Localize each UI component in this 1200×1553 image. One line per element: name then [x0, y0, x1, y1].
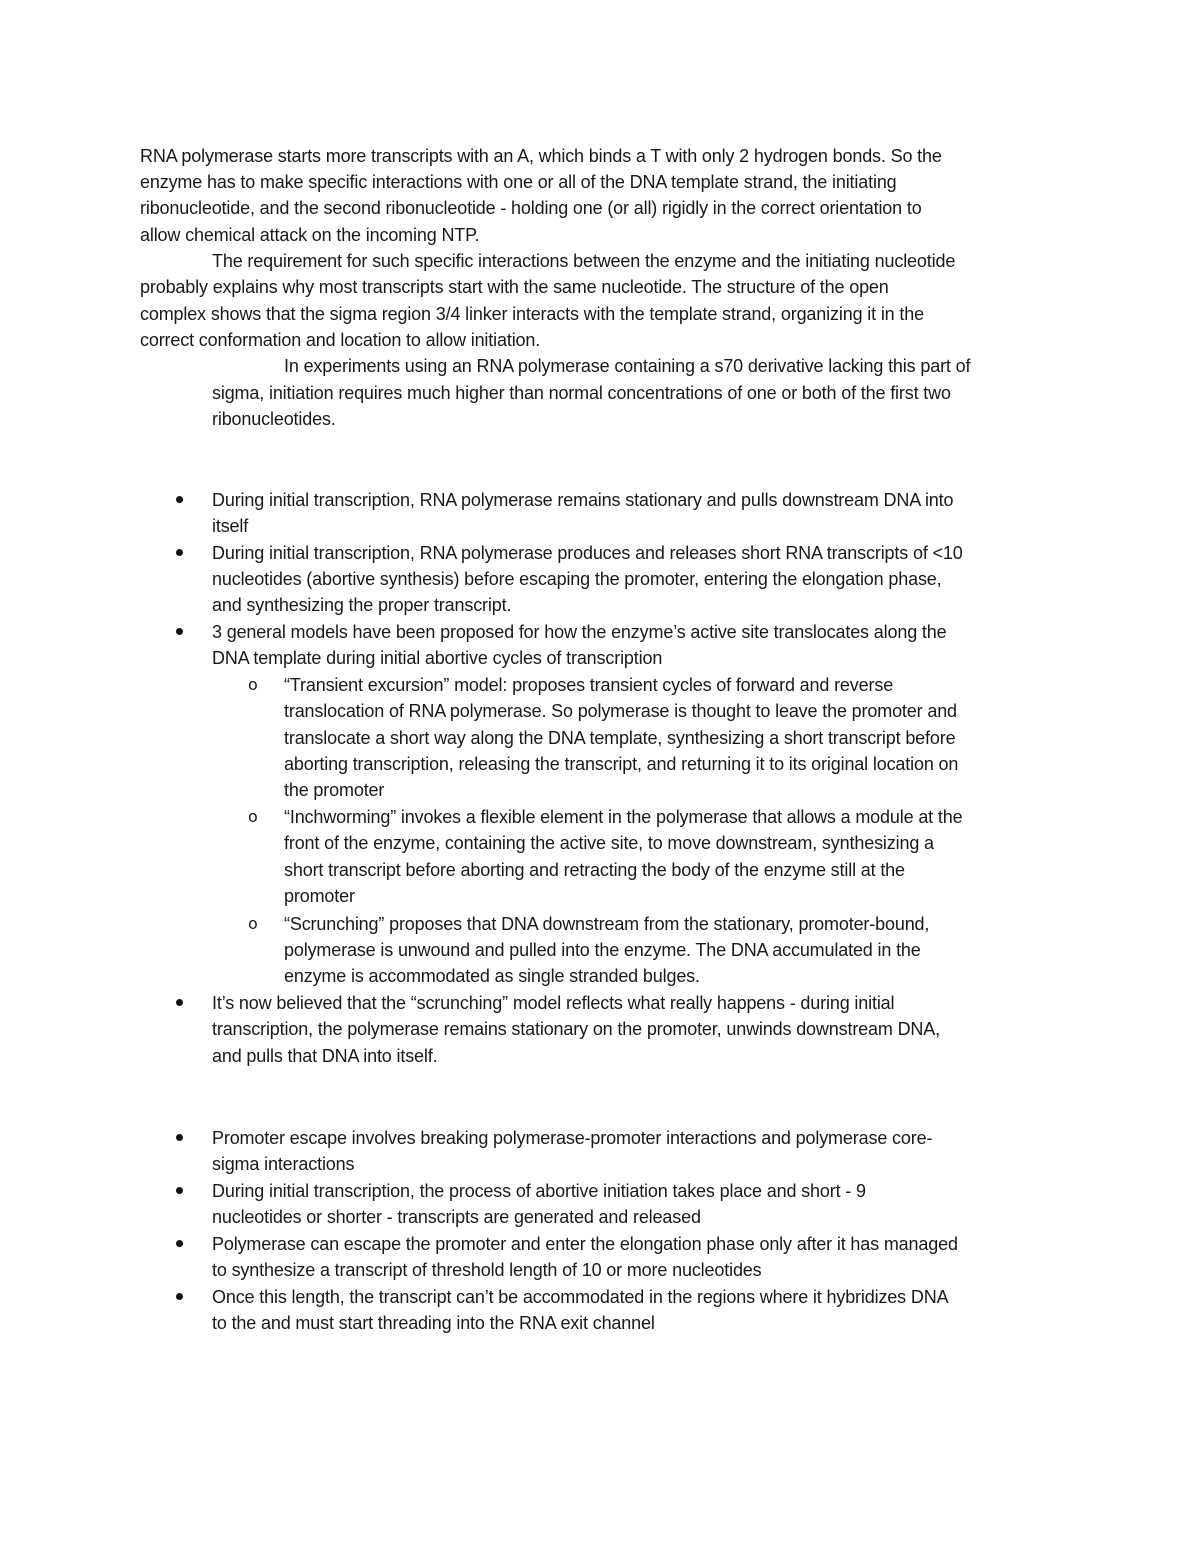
text-line: front of the enzyme, containing the active site, to move downstream, synthesizing a: [284, 833, 934, 853]
hollow-circle-bullet-icon: o: [248, 807, 258, 826]
text-line: sigma, initiation requires much higher than normal concentrations of one or both of the first two: [212, 383, 951, 403]
hollow-circle-bullet-icon: o: [248, 675, 258, 694]
bullet-icon: [176, 496, 183, 503]
text-line: and synthesizing the proper transcript.: [212, 595, 512, 615]
text-line: itself: [212, 516, 249, 536]
text-line: ribonucleotides.: [212, 409, 336, 429]
bullet-icon: [176, 628, 183, 635]
text-line: During initial transcription, RNA polymerase produces and releases short RNA transcripts of <10: [212, 543, 963, 563]
text-line: “Transient excursion” model: proposes transient cycles of forward and reverse: [284, 675, 894, 695]
text-line: ribonucleotide, and the second ribonucleotide - holding one (or all) rigidly in the correct orientation to: [140, 198, 922, 218]
text-line: sigma interactions: [212, 1154, 355, 1174]
text-line: enzyme is accommodated as single stranded bulges.: [284, 966, 700, 986]
text-line: aborting transcription, releasing the transcript, and returning it to its original location on: [284, 754, 959, 774]
text-line: nucleotides or shorter - transcripts are generated and released: [212, 1207, 701, 1227]
text-line: nucleotides (abortive synthesis) before escaping the promoter, entering the elongation phase,: [212, 569, 942, 589]
text-line: Promoter escape involves breaking polymerase-promoter interactions and polymerase core-: [212, 1128, 933, 1148]
bullet-icon: [176, 1240, 183, 1247]
text-line: correct conformation and location to allow initiation.: [140, 330, 541, 350]
text-line: “Inchworming” invokes a flexible element in the polymerase that allows a module at the: [284, 807, 963, 827]
text-line: Once this length, the transcript can’t be accommodated in the regions where it hybridizes DNA: [212, 1287, 949, 1307]
text-line: It’s now believed that the “scrunching” model reflects what really happens - during initial: [212, 993, 895, 1013]
text-line: 3 general models have been proposed for how the enzyme’s active site translocates along the: [212, 622, 947, 642]
bullet-icon: [176, 999, 183, 1006]
text-line: to the and must start threading into the RNA exit channel: [212, 1313, 655, 1333]
bullet-icon: [176, 1134, 183, 1141]
hollow-circle-bullet-icon: o: [248, 914, 258, 933]
text-line: and pulls that DNA into itself.: [212, 1046, 438, 1066]
text-line: RNA polymerase starts more transcripts with an A, which binds a T with only 2 hydrogen bonds. So the: [140, 146, 942, 166]
text-line: to synthesize a transcript of threshold length of 10 or more nucleotides: [212, 1260, 762, 1280]
text-line: polymerase is unwound and pulled into the enzyme. The DNA accumulated in the: [284, 940, 921, 960]
text-line: enzyme has to make specific interactions with one or all of the DNA template strand, the initiating: [140, 172, 897, 192]
text-line: The requirement for such specific interactions between the enzyme and the initiating nucleotide: [212, 251, 956, 271]
text-line: During initial transcription, RNA polymerase remains stationary and pulls downstream DNA into: [212, 490, 954, 510]
text-line: probably explains why most transcripts start with the same nucleotide. The structure of the open: [140, 277, 889, 297]
text-line: short transcript before aborting and retracting the body of the enzyme still at the: [284, 860, 905, 880]
text-line: During initial transcription, the process of abortive initiation takes place and short - 9: [212, 1181, 866, 1201]
bullet-icon: [176, 1187, 183, 1194]
text-line: Polymerase can escape the promoter and enter the elongation phase only after it has managed: [212, 1234, 958, 1254]
bullet-icon: [176, 1293, 183, 1300]
text-line: promoter: [284, 886, 355, 906]
bullet-icon: [176, 549, 183, 556]
text-line: allow chemical attack on the incoming NTP.: [140, 225, 480, 245]
text-line: translocation of RNA polymerase. So polymerase is thought to leave the promoter and: [284, 701, 957, 721]
text-line: In experiments using an RNA polymerase containing a s70 derivative lacking this part of: [284, 356, 971, 376]
text-line: complex shows that the sigma region 3/4 linker interacts with the template strand, organizing it in the: [140, 304, 924, 324]
text-line: translocate a short way along the DNA template, synthesizing a short transcript before: [284, 728, 956, 748]
text-line: “Scrunching” proposes that DNA downstream from the stationary, promoter-bound,: [284, 914, 930, 934]
text-line: the promoter: [284, 780, 385, 800]
text-line: DNA template during initial abortive cycles of transcription: [212, 648, 663, 668]
text-line: transcription, the polymerase remains stationary on the promoter, unwinds downstream DNA,: [212, 1019, 940, 1039]
